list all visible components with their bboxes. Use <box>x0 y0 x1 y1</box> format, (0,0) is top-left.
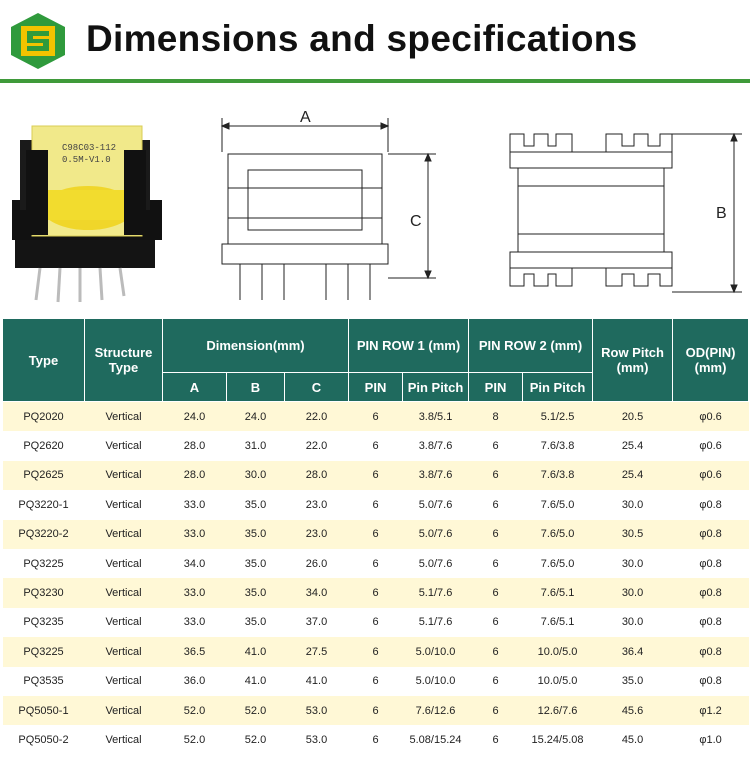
table-cell: 41.0 <box>227 637 285 666</box>
table-cell: φ0.6 <box>673 431 749 460</box>
table-cell: 6 <box>349 490 403 519</box>
table-cell: 5.0/10.0 <box>403 637 469 666</box>
table-cell: 28.0 <box>285 461 349 490</box>
table-cell: 5.0/7.6 <box>403 549 469 578</box>
table-cell: Vertical <box>85 696 163 725</box>
table-cell: PQ5050-1 <box>3 696 85 725</box>
table-cell: 6 <box>469 549 523 578</box>
table-cell: 20.5 <box>593 402 673 432</box>
table-cell: 35.0 <box>227 520 285 549</box>
table-cell: Vertical <box>85 725 163 754</box>
table-cell: Vertical <box>85 608 163 637</box>
table-cell: 6 <box>349 402 403 432</box>
dimension-label-b: B <box>716 205 727 222</box>
col-b: B <box>227 373 285 402</box>
col-type: Type <box>3 319 85 402</box>
table-cell: Vertical <box>85 431 163 460</box>
table-cell: 28.0 <box>163 431 227 460</box>
table-cell: PQ3535 <box>3 667 85 696</box>
table-row <box>3 637 749 666</box>
table-cell: Vertical <box>85 402 163 432</box>
table-cell: PQ3235 <box>3 608 85 637</box>
table-cell: 23.0 <box>285 520 349 549</box>
table-cell: 33.0 <box>163 490 227 519</box>
table-cell: φ0.8 <box>673 578 749 607</box>
table-cell: 36.0 <box>163 667 227 696</box>
table-cell: 35.0 <box>227 549 285 578</box>
table-row <box>3 431 749 460</box>
col-pin-2: PIN <box>469 373 523 402</box>
table-cell: PQ3220-1 <box>3 490 85 519</box>
table-row <box>3 578 749 607</box>
col-c: C <box>285 373 349 402</box>
table-cell: 6 <box>349 461 403 490</box>
table-cell: 6 <box>349 549 403 578</box>
table-cell: 37.0 <box>285 608 349 637</box>
table-cell: 26.0 <box>285 549 349 578</box>
table-cell: 24.0 <box>163 402 227 432</box>
table-cell: 6 <box>469 520 523 549</box>
table-cell: φ0.8 <box>673 490 749 519</box>
col-row-pitch: Row Pitch (mm) <box>593 319 673 402</box>
col-dimension: Dimension(mm) <box>163 319 349 373</box>
col-pin-pitch-1: Pin Pitch <box>403 373 469 402</box>
table-cell: φ1.0 <box>673 725 749 754</box>
table-cell: PQ3220-2 <box>3 520 85 549</box>
table-row <box>3 667 749 696</box>
table-cell: 10.0/5.0 <box>523 667 593 696</box>
table-cell: 33.0 <box>163 520 227 549</box>
table-cell: Vertical <box>85 637 163 666</box>
title-divider <box>0 79 750 83</box>
table-cell: 6 <box>469 461 523 490</box>
col-structure-type: Structure Type <box>85 319 163 402</box>
table-cell: 34.0 <box>163 549 227 578</box>
table-cell: 6 <box>469 431 523 460</box>
table-cell: Vertical <box>85 520 163 549</box>
table-row <box>3 402 749 432</box>
part-marking-1: C98C03-112 <box>62 143 117 153</box>
table-cell: 6 <box>469 637 523 666</box>
table-cell: φ0.8 <box>673 520 749 549</box>
table-cell: 6 <box>469 725 523 754</box>
table-row <box>3 725 749 754</box>
table-cell: 8 <box>469 402 523 432</box>
table-cell: 25.4 <box>593 461 673 490</box>
dimension-drawings <box>0 90 750 315</box>
table-cell: 6 <box>469 490 523 519</box>
table-cell: 24.0 <box>227 402 285 432</box>
table-cell: 35.0 <box>227 490 285 519</box>
table-cell: 5.1/7.6 <box>403 578 469 607</box>
table-row <box>3 696 749 725</box>
table-cell: 6 <box>349 578 403 607</box>
table-cell: φ1.2 <box>673 696 749 725</box>
table-cell: 35.0 <box>227 578 285 607</box>
table-cell: 30.0 <box>227 461 285 490</box>
table-cell: φ0.8 <box>673 549 749 578</box>
table-cell: PQ2020 <box>3 402 85 432</box>
table-row <box>3 549 749 578</box>
table-cell: Vertical <box>85 667 163 696</box>
table-row <box>3 608 749 637</box>
table-cell: 12.6/7.6 <box>523 696 593 725</box>
col-pin-row-2: PIN ROW 2 (mm) <box>469 319 593 373</box>
table-cell: 30.0 <box>593 578 673 607</box>
table-cell: 25.4 <box>593 431 673 460</box>
table-cell: 6 <box>469 608 523 637</box>
table-cell: 28.0 <box>163 461 227 490</box>
table-cell: 34.0 <box>285 578 349 607</box>
table-cell: 6 <box>349 667 403 696</box>
table-cell: 3.8/7.6 <box>403 431 469 460</box>
table-cell: Vertical <box>85 578 163 607</box>
col-a: A <box>163 373 227 402</box>
side-view-drawing <box>510 134 742 292</box>
table-cell: φ0.6 <box>673 461 749 490</box>
table-cell: 6 <box>349 608 403 637</box>
front-view-drawing <box>222 118 436 300</box>
table-cell: 33.0 <box>163 578 227 607</box>
table-cell: 22.0 <box>285 431 349 460</box>
table-cell: 7.6/12.6 <box>403 696 469 725</box>
table-cell: 7.6/5.0 <box>523 549 593 578</box>
table-cell: 36.5 <box>163 637 227 666</box>
table-cell: PQ2625 <box>3 461 85 490</box>
table-cell: 5.1/7.6 <box>403 608 469 637</box>
table-cell: 3.8/7.6 <box>403 461 469 490</box>
company-logo-icon <box>9 12 67 70</box>
table-cell: 6 <box>349 520 403 549</box>
table-cell: 23.0 <box>285 490 349 519</box>
table-cell: 7.6/3.8 <box>523 461 593 490</box>
part-marking-2: 0.5M-V1.0 <box>62 155 111 165</box>
table-cell: 53.0 <box>285 696 349 725</box>
table-cell: 7.6/5.1 <box>523 608 593 637</box>
table-cell: 30.0 <box>593 490 673 519</box>
table-cell: 52.0 <box>163 696 227 725</box>
table-row <box>3 520 749 549</box>
table-cell: 5.0/10.0 <box>403 667 469 696</box>
dimension-label-c: C <box>410 213 422 230</box>
table-cell: 30.0 <box>593 608 673 637</box>
table-cell: 52.0 <box>227 696 285 725</box>
table-cell: PQ3225 <box>3 637 85 666</box>
col-pin-row-1: PIN ROW 1 (mm) <box>349 319 469 373</box>
dimension-label-a: A <box>300 109 311 126</box>
table-cell: 41.0 <box>285 667 349 696</box>
table-cell: 45.6 <box>593 696 673 725</box>
table-cell: 7.6/5.0 <box>523 520 593 549</box>
table-cell: 22.0 <box>285 402 349 432</box>
table-cell: 36.4 <box>593 637 673 666</box>
table-cell: 6 <box>349 696 403 725</box>
table-cell: 6 <box>469 696 523 725</box>
table-cell: 10.0/5.0 <box>523 637 593 666</box>
table-cell: 6 <box>469 578 523 607</box>
table-cell: 30.0 <box>593 549 673 578</box>
table-cell: 5.0/7.6 <box>403 490 469 519</box>
table-cell: Vertical <box>85 490 163 519</box>
table-cell: 7.6/5.0 <box>523 490 593 519</box>
table-cell: Vertical <box>85 461 163 490</box>
transformer-photo <box>12 126 162 302</box>
table-cell: φ0.8 <box>673 667 749 696</box>
table-cell: 52.0 <box>227 725 285 754</box>
table-cell: 45.0 <box>593 725 673 754</box>
table-row <box>3 461 749 490</box>
table-cell: 6 <box>349 637 403 666</box>
table-cell: 6 <box>349 725 403 754</box>
table-cell: φ0.6 <box>673 402 749 432</box>
page-title: Dimensions and specifications <box>86 18 638 59</box>
table-cell: PQ3225 <box>3 549 85 578</box>
table-cell: PQ2620 <box>3 431 85 460</box>
table-cell: 31.0 <box>227 431 285 460</box>
table-cell: 6 <box>349 431 403 460</box>
table-cell: Vertical <box>85 549 163 578</box>
table-cell: 7.6/3.8 <box>523 431 593 460</box>
table-cell: 27.5 <box>285 637 349 666</box>
table-cell: 35.0 <box>227 608 285 637</box>
table-cell: 41.0 <box>227 667 285 696</box>
table-cell: PQ5050-2 <box>3 725 85 754</box>
table-cell: 53.0 <box>285 725 349 754</box>
table-cell: 3.8/5.1 <box>403 402 469 432</box>
col-od-pin: OD(PIN) (mm) <box>673 319 749 402</box>
table-cell: 35.0 <box>593 667 673 696</box>
table-cell: PQ3230 <box>3 578 85 607</box>
table-row <box>3 490 749 519</box>
table-cell: 6 <box>469 667 523 696</box>
table-cell: 30.5 <box>593 520 673 549</box>
table-cell: 5.1/2.5 <box>523 402 593 432</box>
table-cell: 33.0 <box>163 608 227 637</box>
specifications-table <box>2 318 749 755</box>
page-header <box>0 0 750 80</box>
table-cell: 52.0 <box>163 725 227 754</box>
table-cell: 7.6/5.1 <box>523 578 593 607</box>
table-cell: φ0.8 <box>673 637 749 666</box>
table-cell: 5.08/15.24 <box>403 725 469 754</box>
table-cell: 5.0/7.6 <box>403 520 469 549</box>
col-pin-pitch-2: Pin Pitch <box>523 373 593 402</box>
table-cell: φ0.8 <box>673 608 749 637</box>
table-cell: 15.24/5.08 <box>523 725 593 754</box>
col-pin-1: PIN <box>349 373 403 402</box>
